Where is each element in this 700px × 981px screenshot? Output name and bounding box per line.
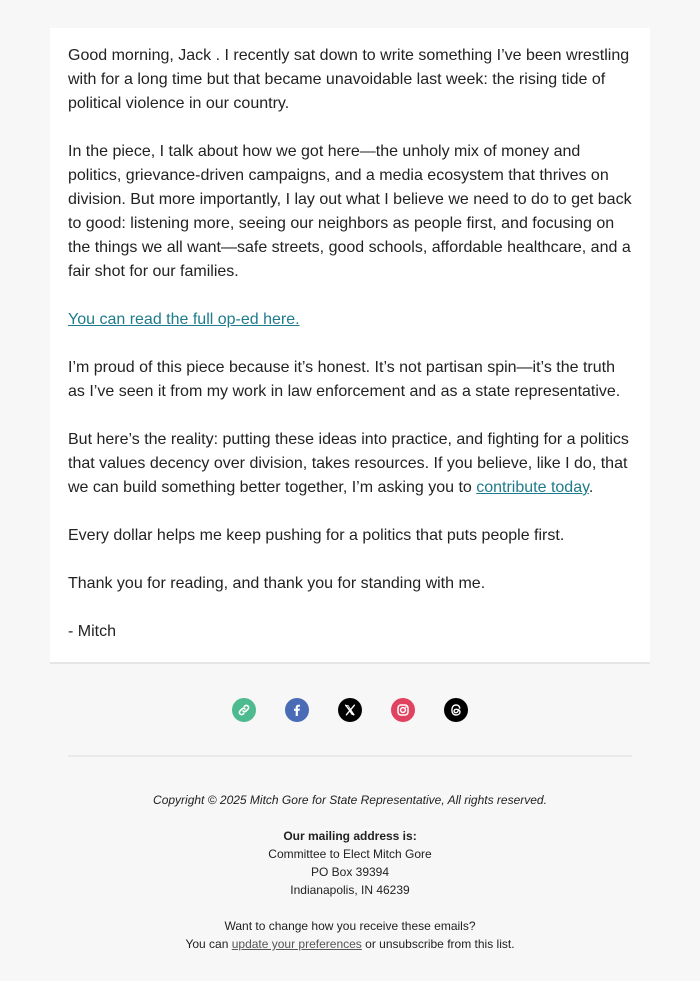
address-line-2: PO Box 39394 xyxy=(310,865,390,879)
body-paragraph-4 xyxy=(68,428,632,500)
facebook-icon[interactable] xyxy=(285,698,309,722)
mailing-address xyxy=(0,827,700,899)
body-paragraph-4-end: . xyxy=(588,479,594,496)
oped-link-paragraph xyxy=(68,308,632,332)
footer-divider xyxy=(68,755,632,757)
you-can-text: You can xyxy=(185,937,232,951)
greeting-paragraph: Good morning, Jack . I recently sat down to write something I’ve been wrestling with for a long time but that became unavoidable last week: the rising tide of political violence in our country. xyxy=(68,47,630,112)
body-paragraph-6: Thank you for reading, and thank you for standing with me. xyxy=(68,575,486,592)
body-paragraph-2: In the piece, I talk about how we got here—the unholy mix of money and politics, grievance-driven campaigns, and a media ecosystem that thrives on division. But more importantly, I lay out what I believe we need to do to get back to good: listening more, seeing our neighbors as people first, and focusing on the things we all want—safe streets, good schools, affordable healthcare, and a fair shot for our families. xyxy=(68,143,632,280)
signature: - Mitch xyxy=(68,623,116,640)
social-links-row xyxy=(0,698,700,722)
body-paragraph-3: I’m proud of this piece because it’s honest. It’s not partisan spin—it’s the truth as I’ve seen it from my work in law enforcement and as a state representative. xyxy=(68,359,621,400)
mailing-address-title: Our mailing address is: xyxy=(283,829,417,843)
threads-icon[interactable] xyxy=(444,698,468,722)
instagram-icon[interactable] xyxy=(391,698,415,722)
preferences-line xyxy=(0,935,700,953)
contribute-link[interactable]: contribute today xyxy=(476,479,589,496)
body-paragraph-4-text: But here’s the reality: putting these ideas into practice, and fighting for a politics that values decency over division, takes resources. If you believe, like I do, that we can build something better together, I’m asking you to xyxy=(68,431,629,496)
x-icon[interactable] xyxy=(338,698,362,722)
update-preferences-link[interactable]: update your preferences xyxy=(231,937,362,951)
body-paragraph-5: Every dollar helps me keep pushing for a politics that puts people first. xyxy=(68,527,565,544)
oped-link[interactable]: You can read the full op-ed here. xyxy=(68,311,300,328)
copyright-text: Copyright © 2025 Mitch Gore for State Representative, All rights reserved. xyxy=(153,793,547,807)
address-line-3: Indianapolis, IN 46239 xyxy=(290,883,410,897)
address-line-1: Committee to Elect Mitch Gore xyxy=(268,847,432,861)
unsubscribe-text: or unsubscribe from this list. xyxy=(361,937,515,951)
email-body-card xyxy=(50,28,650,664)
change-prompt: Want to change how you receive these emails? xyxy=(224,919,476,933)
link-icon[interactable] xyxy=(232,698,256,722)
email-footer xyxy=(0,791,700,953)
